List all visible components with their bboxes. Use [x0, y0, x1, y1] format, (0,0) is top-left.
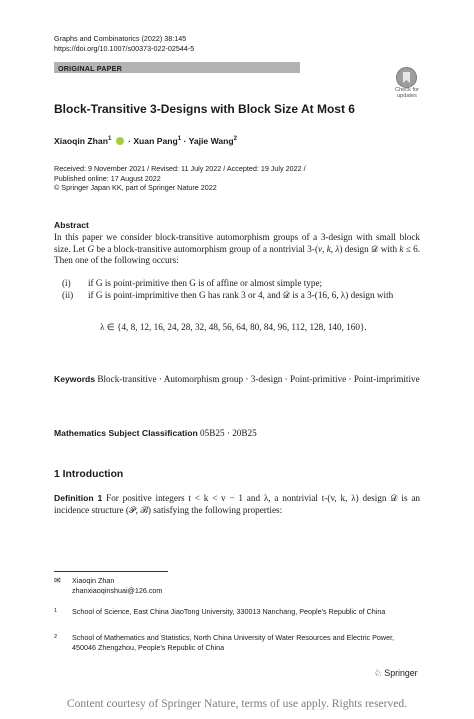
orcid-icon[interactable] — [116, 137, 124, 145]
affiliation-mark: 2 — [233, 136, 237, 143]
abstract-heading: Abstract — [54, 220, 89, 230]
corresponding-email[interactable]: zhanxiaoqinshuai@126.com — [72, 585, 163, 595]
corresponding-name: Xiaoqin Zhan — [72, 576, 115, 585]
published-online: Published online: 17 August 2022 — [54, 173, 161, 183]
section-heading: 1 Introduction — [54, 469, 124, 480]
author-name[interactable]: Yajie Wang — [188, 136, 234, 146]
list-item: (ii) if G is point-imprimitive then G has rank 3 or 4, and 𝒟 is a 3-(16, 6, λ) design with — [62, 289, 394, 300]
lambda-set: λ ∈ {4, 8, 12, 16, 24, 28, 32, 48, 56, 64, 80, 84, 96, 112, 128, 140, 160}. — [100, 322, 367, 332]
definition-1 — [54, 493, 420, 516]
abstract-text: In this paper we consider block-transitive automorphism groups of a 3-design with small block size. Let G be a block-transitive automorphism group of a nontrivial 3-(v, k, λ) design 𝒟 with k ≤ 6. Then one of the following occurs: — [54, 232, 420, 266]
badge-label: Check for updates — [395, 87, 419, 100]
doi-link[interactable]: https://doi.org/10.1007/s00373-022-02544-5 — [54, 43, 195, 53]
author-name[interactable]: Xuan Pang — [133, 136, 178, 146]
publisher-logo — [374, 668, 418, 679]
affiliation-mark: 1 — [107, 136, 112, 143]
bookmark-icon — [396, 67, 417, 88]
envelope-icon: ✉ — [54, 576, 61, 585]
courtesy-notice: Content courtesy of Springer Nature, terms of use apply. Rights reserved. — [66, 697, 408, 710]
msc-codes: 05B25 · 20B25 — [200, 428, 257, 438]
journal-header — [54, 34, 194, 53]
msc-classification — [54, 428, 257, 438]
received-dates: Received: 9 November 2021 / Revised: 11 July 2022 / Accepted: 19 July 2022 / — [54, 164, 306, 173]
footnote-divider — [54, 571, 168, 572]
msc-label: Mathematics Subject Classification — [54, 428, 198, 438]
check-for-updates-badge[interactable] — [391, 67, 423, 101]
affiliation-mark: 1 — [177, 136, 182, 143]
journal-citation: Graphs and Combinatorics (2022) 38:145 — [54, 34, 187, 43]
paper-title: Block-Transitive 3-Designs with Block Size At Most 6 — [54, 102, 355, 116]
abstract-cases — [54, 278, 420, 301]
definition-label: Definition 1 — [54, 493, 103, 503]
author-name[interactable]: Xiaoqin Zhan — [54, 136, 108, 146]
list-item: (i) if G is point-primitive then G is of affine or almost simple type; — [62, 278, 323, 288]
copyright-notice: © Springer Japan KK, part of Springer Nature 2022 — [54, 183, 217, 193]
article-type-banner — [54, 62, 300, 73]
article-type-label: ORIGINAL PAPER — [58, 63, 123, 73]
keywords — [54, 374, 420, 386]
author-list: Xiaoqin Zhan$^1$ · Xuan Pang$^1$ · Yajie Wang$^2$ — [54, 136, 237, 146]
springer-horse-icon: ♘ — [374, 668, 382, 678]
publisher-name: Springer — [384, 668, 418, 678]
definition-text: For positive integers t < k < v − 1 and λ, a nontrivial t-(v, k, λ) design 𝒟 is an incidence structure (𝒫, ℬ) satisfying the following properties: — [54, 493, 420, 515]
keywords-text: Block-transitive · Automorphism group · 3-design · Point-primitive · Point-imprimitive — [97, 374, 420, 384]
keywords-label: Keywords — [54, 374, 96, 384]
publication-dates — [54, 164, 306, 193]
